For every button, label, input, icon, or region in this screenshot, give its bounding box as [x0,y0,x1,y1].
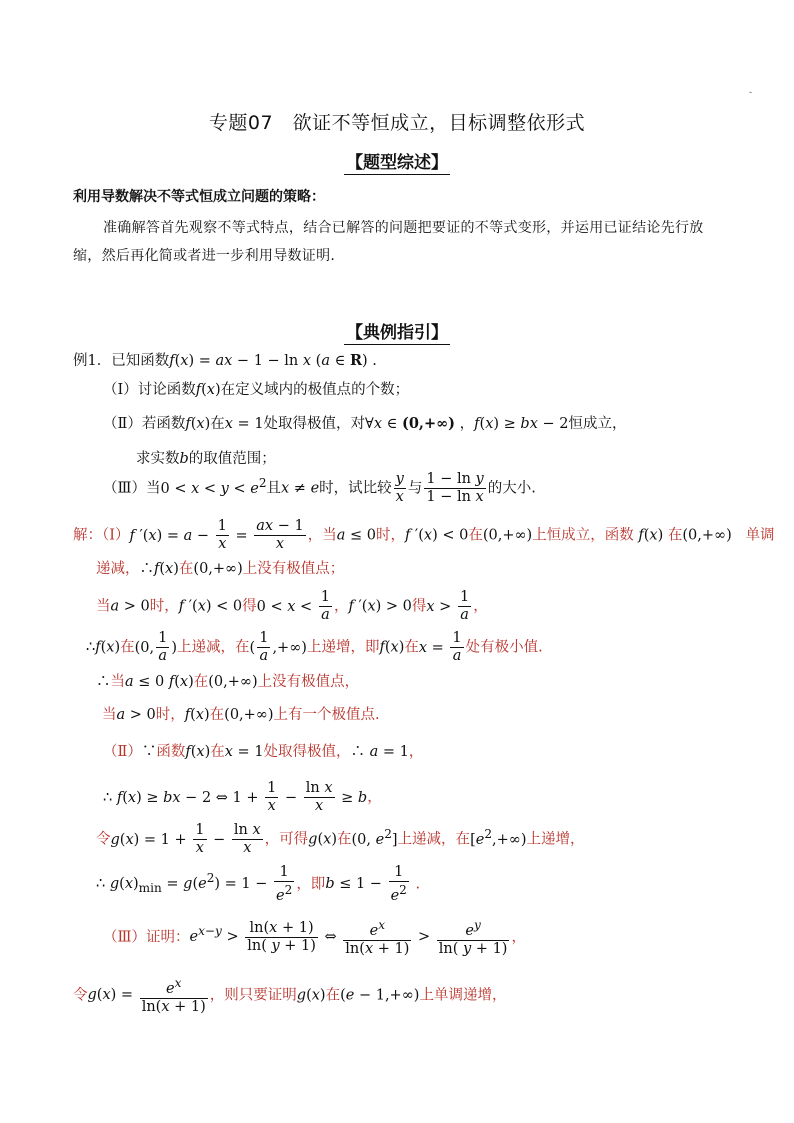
example-part-2-line-2: 求实数b的取值范围； [136,451,276,467]
strategy-heading: 利用导数解决不等式恒成立问题的策略： [73,189,325,205]
solution-line-7: （Ⅱ）∵函数f(x)在x = 1处取得极值，∴ a = 1， [103,744,424,760]
solution-line-2: 递减，∴f(x)在(0,+∞)上没有极值点； [96,561,345,577]
solution-line-1: 解：（Ⅰ）f ′(x) = a − $\frac{1}{x}$ = $\frac{ax - 1}{x}$ ，当a ≤ 0时，f ′(x) < 0在(0,+∞)上恒成立，函数 f(x) 在(0,+∞) 单调 [73,518,775,552]
page-title: 专题07 欲证不等恒成立，目标调整依形式 [208,112,586,134]
solution-line-5: ∴当a ≤ 0 f(x)在(0,+∞)上没有极值点， [96,674,360,690]
solution-line-10: ∴ $g(x)_{min} = g(e^2) = 1$ − $\frac{1}{e^2}$ ，即b ≤ 1 − $\frac{1}{e^2}$ . [96,864,421,904]
solution-line-9: 令g(x) = 1 + $\frac{1}{x}$ − $\frac{\text{ln x}}{x}$ ，可得g(x)在(0, $e^2$]上递减，在$[e^2,+\infty)$上递增， [96,822,585,856]
example-part-1: （Ⅰ）讨论函数f(x)在定义域内的极值点的个数； [103,382,410,398]
solution-line-8: ∴ f(x) ≥ bx − 2 ⇔ 1 + $\frac{1}{x}$ − $\frac{\text{ln x}}{x}$ ≥ b， [103,780,382,814]
example-part-2: （Ⅱ）若函数f(x)在x = 1处取得极值，对∀x ∈ (0,+∞) ，f(x) ≥ bx − 2恒成立， [103,415,627,432]
section-heading-examples: 【典例指引】 [0,318,794,345]
example-1-statement: 例1．已知函数f(x) = ax − 1 − ln x (a ∈ R) . [73,352,377,369]
solution-line-12: 令g(x) = $\frac{e^x}{\ln(x + 1)}$ ，则只要证明g(x)在(e − 1,+∞)上单调递增， [73,976,507,1015]
strategy-text: 准确解答首先观察不等式特点，结合已解答的问题把要证的不等式变形，并运用已证结论先行放缩，然后再化简或者进一步利用导数证明. [73,220,704,264]
solution-line-4: ∴f(x)在(0, $\frac{1}{a}$ )上递减，在( $\frac{1}{a}$ ,+∞)上递增，即f(x)在x = $\frac{1}{a}$ 处有极小值. [86,630,543,664]
section-heading-overview: 【题型综述】 [0,148,794,175]
solution-line-3: 当a > 0时，f ′(x) < 0得0 < x < $\frac{1}{a}$ ，f ′(x) > 0得x > $\frac{1}{a}$ ， [96,589,488,623]
solution-line-6: 当a > 0时，f(x)在(0,+∞)上有一个极值点. [102,707,380,723]
solution-line-11: （Ⅲ）证明：$e^{x-y}$ > $\frac{\ln(x + 1)}{\ln( y + 1)}$ ⇔ $\frac{e^x}{\ln(x + 1)}$ > $\frac{e^y}{\ln( y + 1)}$ ， [103,918,526,957]
corner-mark: - [749,88,753,98]
example-part-3: （Ⅲ）当$0 < x < y < e^2$且x ≠ e时，试比较 $\frac{y}{x}$ 与 $\frac{\text{1 − ln y}}{\text{1 − ln x}}$ 的大小. [103,471,536,505]
